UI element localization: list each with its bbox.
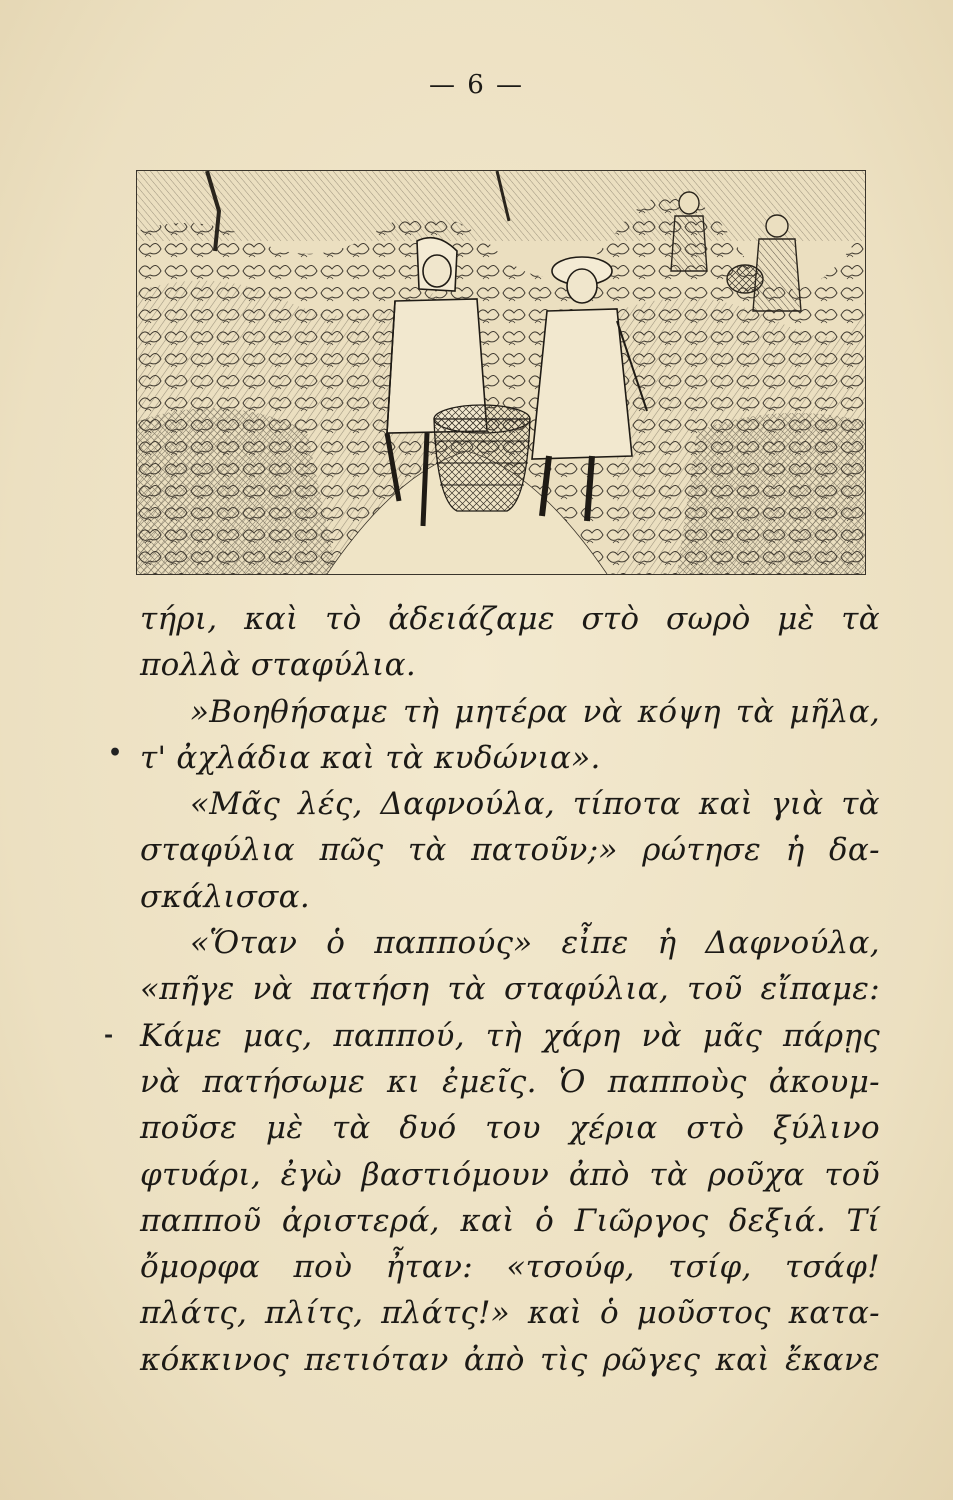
text-line: τ' ἀχλάδια καὶ τὰ κυδώνια». (140, 739, 601, 776)
text-line: τήρι, καὶ τὸ ἀδειάζαμε στὸ σωρὸ μὲ τὰ (140, 601, 880, 637)
margin-dash: - (104, 1022, 114, 1048)
engraving-illustration (136, 170, 866, 575)
text-line: παπποῦ ἀριστερά, καὶ ὁ Γιῶργος δεξιά. Τί (140, 1202, 880, 1239)
text-line: σταφύλια πῶς τὰ πατοῦν;» ρώτησε ἡ δα- (140, 832, 880, 869)
page-number: — 6 — (428, 70, 525, 100)
text-line: φτυάρι, ἐγὼ βαστιόμουν ἀπὸ τὰ ροῦχα τοῦ (140, 1156, 880, 1193)
text-line: «Μᾶς λές, Δαφνούλα, τίποτα καὶ γιὰ τὰ (190, 786, 880, 823)
text-line: πλάτς, πλίτς, πλάτς!» καὶ ὁ μοῦστος κατα- (140, 1295, 880, 1332)
text-line: ὄμορφα ποὺ ἦταν: «τσούφ, τσίφ, τσάφ! (140, 1249, 880, 1286)
text-line: »Βοηθήσαμε τὴ μητέρα νὰ κόψη τὰ μῆλα, (190, 693, 880, 730)
margin-dot: • (108, 740, 123, 766)
text-line: «Ὅταν ὁ παππούς» εἶπε ἡ Δαφνούλα, (190, 925, 880, 962)
text-line: κόκκινος πετιόταν ἀπὸ τὶς ρῶγες καὶ ἔκανε (140, 1341, 880, 1378)
text-line: πολλὰ σταφύλια. (140, 647, 417, 684)
text-line: «πῆγε νὰ πατήση τὰ σταφύλια, τοῦ εἴπαμε: (140, 971, 880, 1008)
text-line: σκάλισσα. (140, 878, 311, 915)
text-line: ποῦσε μὲ τὰ δυό του χέρια στὸ ξύλινο (140, 1110, 880, 1147)
body-text (140, 596, 880, 1383)
text-line: νὰ πατήσωμε κι ἐμεῖς. Ὁ παπποὺς ἀκουμ- (140, 1063, 880, 1100)
text-line: Κάμε μας, παππού, τὴ χάρη νὰ μᾶς πάρῃς (140, 1017, 880, 1054)
